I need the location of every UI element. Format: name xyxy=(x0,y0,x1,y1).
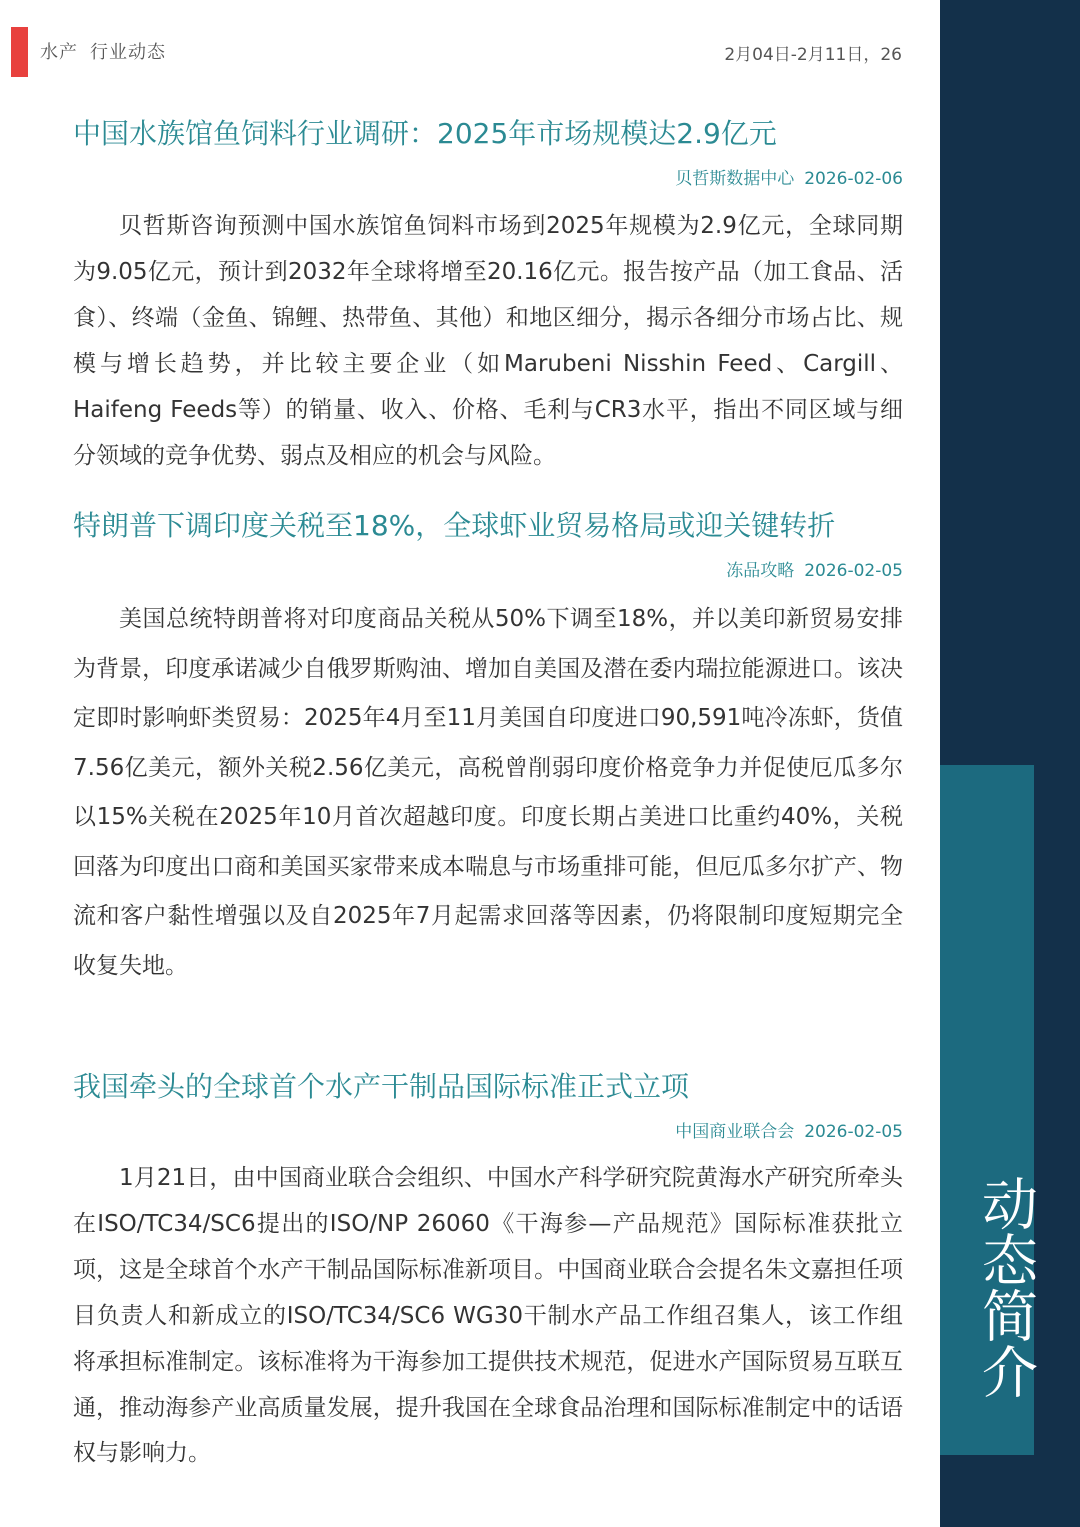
header-date-page: 2月04日-2月11日，26 xyxy=(724,45,902,65)
article-meta xyxy=(73,1117,903,1142)
article-source: 冻品攻略 xyxy=(726,561,795,581)
article-source: 贝哲斯数据中心 xyxy=(675,169,795,189)
article-2 xyxy=(73,504,903,991)
article-title: 中国水族馆鱼饲料行业调研：2025年市场规模达2.9亿元 xyxy=(73,117,777,150)
article-1 xyxy=(73,112,903,479)
article-title: 特朗普下调印度关税至18%，全球虾业贸易格局或迎关键转折 xyxy=(73,509,836,542)
header-section-name: 水产 xyxy=(40,42,78,63)
article-source: 中国商业联合会 xyxy=(675,1122,795,1142)
article-meta xyxy=(73,164,903,189)
sidebar-label: 动态简介 xyxy=(973,1175,1038,1399)
article-body: 美国总统特朗普将对印度商品关税从50%下调至18%，并以美印新贸易安排为背景，印度承诺减少自俄罗斯购油、增加自美国及潜在委内瑞拉能源进口。该决定即时影响虾类贸易：2025年4月至11月美国自印度进口90,591吨冷冻虾，货值7.56亿美元，额外关税2.56亿美元，高税曾削弱印度价格竞争力并促使厄瓜多尔以15%关税在2025年10月首次超越印度。印度长期占美进口比重约40%，关税回落为印度出口商和美国买家带来成本喘息与市场重排可能，但厄瓜多尔扩产、物流和客户黏性增强以及自2025年7月起需求回落等因素，仍将限制印度短期完全收复失地。 xyxy=(73,606,903,979)
header-accent-bar xyxy=(11,27,28,77)
article-date: 2026-02-05 xyxy=(804,1122,903,1142)
article-meta xyxy=(73,556,903,581)
article-body: 1月21日，由中国商业联合会组织、中国水产科学研究院黄海水产研究所牵头在ISO/TC34/SC6提出的ISO/NP 26060《干海参—产品规范》国际标准获批立项，这是全球首个水产干制品国际标准新项目。中国商业联合会提名朱文嘉担任项目负责人和新成立的ISO/TC34/SC6 WG30干制水产品工作组召集人，该工作组将承担标准制定。该标准将为干海参加工提供技术规范，促进水产国际贸易互联互通，推动海参产业高质量发展，提升我国在全球食品治理和国际标准制定中的话语权与影响力。 xyxy=(73,1165,903,1467)
article-date: 2026-02-05 xyxy=(804,561,903,581)
article-title: 我国牵头的全球首个水产干制品国际标准正式立项 xyxy=(73,1070,690,1103)
header-section xyxy=(40,38,166,64)
article-3 xyxy=(73,1065,903,1477)
header-category: 行业动态 xyxy=(90,42,166,63)
article-body: 贝哲斯咨询预测中国水族馆鱼饲料市场到2025年规模为2.9亿元，全球同期为9.05亿元，预计到2032年全球将增至20.16亿元。报告按产品（加工食品、活食）、终端（金鱼、锦鲤、热带鱼、其他）和地区细分，揭示各细分市场占比、规模与增长趋势，并比较主要企业（如Marubeni Nisshin Feed、Cargill、Haifeng Feeds等）的销量、收入、价格、毛利与CR3水平，指出不同区域与细分领域的竞争优势、弱点及相应的机会与风险。 xyxy=(73,213,903,469)
article-date: 2026-02-06 xyxy=(804,169,903,189)
